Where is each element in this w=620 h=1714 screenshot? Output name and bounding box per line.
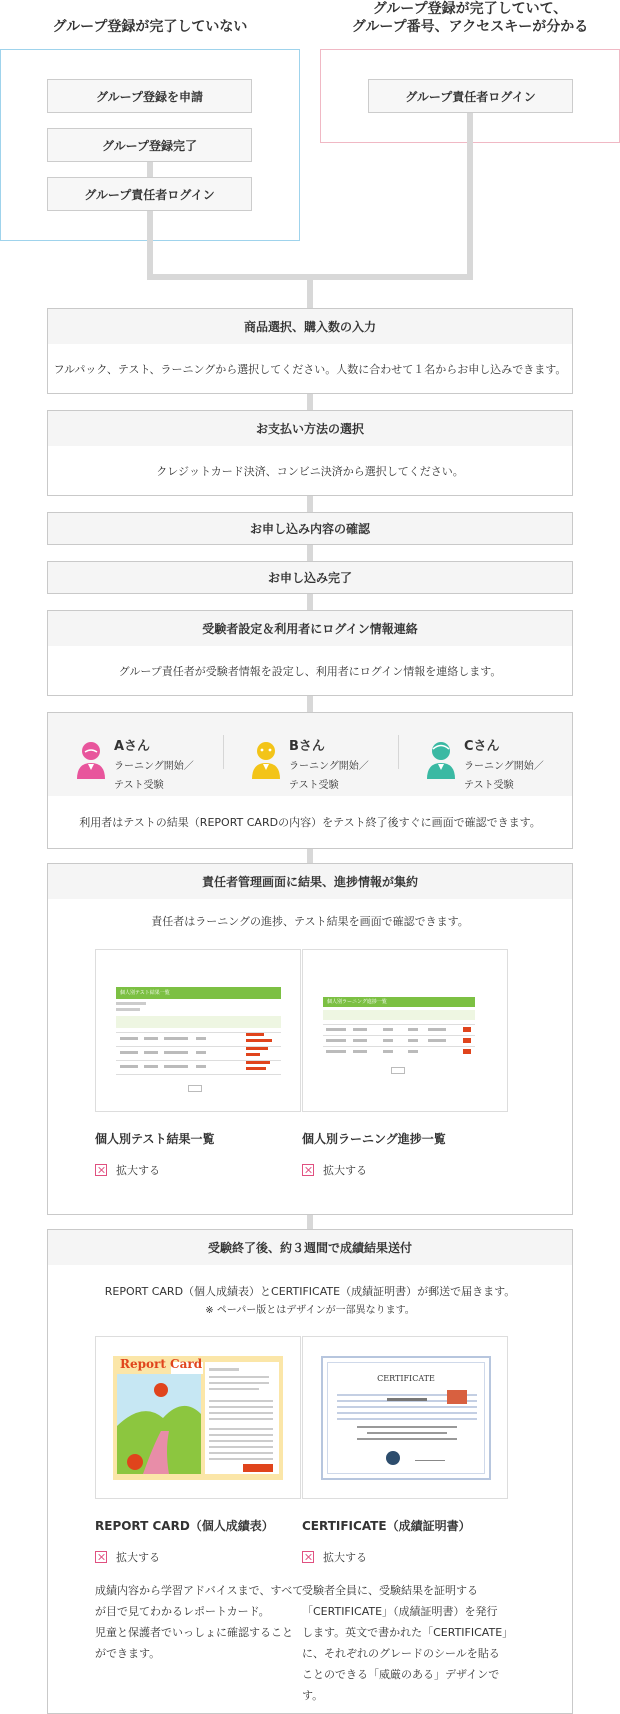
thumb-button: [391, 1067, 405, 1074]
group-registration-complete-step: グループ登録完了: [47, 128, 252, 162]
step-title: 受験終了後、約３週間で成績結果送付: [48, 1230, 572, 1265]
user-name: Cさん: [464, 739, 500, 754]
user-status: ラーニング開始／ テスト受験: [114, 761, 194, 791]
group-leader-login-button-registered[interactable]: グループ責任者ログイン: [368, 79, 573, 113]
step-confirm-application: [47, 512, 573, 545]
step-payment-method: [47, 410, 573, 496]
group-leader-login-button[interactable]: グループ責任者ログイン: [47, 177, 252, 211]
user-c: [426, 735, 576, 795]
step-title: 受験者設定＆利用者にログイン情報連絡: [48, 611, 572, 646]
apply-group-registration-button[interactable]: グループ登録を申請: [47, 79, 252, 113]
step-title: お申し込み内容の確認: [48, 513, 572, 544]
learning-progress-table-image: [323, 1010, 475, 1058]
certificate-image: [321, 1356, 491, 1480]
test-results-caption: 個人別テスト結果一覧: [95, 1132, 215, 1146]
zoom-icon: [302, 1164, 314, 1176]
user-status: ラーニング開始／ テスト受験: [289, 761, 369, 791]
step-product-selection: [47, 308, 573, 394]
certificate-description: 受験者全員に、受験結果を証明する 「CERTIFICATE」（成績証明書）を発行 します。英文で書かれた「CERTIFICATE」 に、それぞれのグレードのシールを貼る ことのできる「威厳のある」デザインです。: [302, 1584, 514, 1702]
report-card-title: Report Card: [120, 1357, 203, 1371]
step-description: クレジットカード決済、コンビニ決済から選択してください。: [156, 464, 464, 478]
test-results-table-image: [116, 1002, 281, 1077]
zoom-icon: [302, 1551, 314, 1563]
right-path-title-line1: グループ登録が完了していて、: [372, 1, 568, 17]
user-avatar-icon: [76, 739, 106, 779]
user-avatar-icon: [251, 739, 281, 779]
report-card-description: 成績内容から学習アドバイスまで、すべて が目で見てわかるレポートカード。 児童と保護者でいっしょに確認すること ができます。: [95, 1584, 304, 1660]
step-results-mailing: [47, 1229, 573, 1714]
learning-progress-thumbnail[interactable]: [302, 949, 508, 1112]
test-results-thumbnail[interactable]: [95, 949, 301, 1112]
user-a: [76, 735, 226, 795]
step-title: お支払い方法の選択: [48, 411, 572, 446]
step-description: グループ責任者が受験者情報を設定し、利用者にログイン情報を連絡します。: [118, 664, 502, 678]
step-examinee-setup: [47, 610, 573, 696]
step-title: お申し込み完了: [48, 562, 572, 593]
step-description: 利用者はテストの結果（REPORT CARDの内容）をテスト終了後すぐに画面で確認できます。: [79, 816, 541, 829]
user-avatar-icon: [426, 739, 456, 779]
step-admin-dashboard: [47, 863, 573, 1215]
certificate-title: CERTIFICATE: [377, 1374, 435, 1383]
divider: [223, 735, 224, 769]
thumb-header: 個人別テスト結果一覧: [116, 987, 281, 999]
zoom-learning-progress-link[interactable]: 拡大する: [302, 1162, 367, 1178]
step-user-learning: [47, 712, 573, 849]
flow-connector: [467, 110, 473, 280]
zoom-icon: [95, 1164, 107, 1176]
step-description: REPORT CARD（個人成績表）とCERTIFICATE（成績証明書）が郵送で届きます。 ※ ペーパー版とはデザインが一部異なります。: [104, 1285, 516, 1316]
user-b: [251, 735, 401, 795]
step-application-complete: [47, 561, 573, 594]
zoom-certificate-link[interactable]: 拡大する: [302, 1549, 367, 1565]
step-title: 商品選択、購入数の入力: [48, 309, 572, 344]
certificate-thumbnail[interactable]: [302, 1336, 508, 1499]
right-path-title-line2: グループ番号、アクセスキーが分かる: [351, 19, 589, 35]
report-card-image: [113, 1356, 283, 1480]
certificate-caption: CERTIFICATE（成績証明書）: [302, 1519, 471, 1533]
zoom-icon: [95, 1551, 107, 1563]
user-name: Aさん: [114, 739, 151, 754]
learning-progress-caption: 個人別ラーニング進捗一覧: [302, 1132, 446, 1146]
step-description: 責任者はラーニングの進捗、テスト結果を画面で確認できます。: [151, 914, 469, 928]
step-title: 責任者管理画面に結果、進捗情報が集約: [48, 864, 572, 899]
left-path-title: グループ登録が完了していない: [52, 19, 248, 35]
divider: [398, 735, 399, 769]
zoom-test-results-link[interactable]: 拡大する: [95, 1162, 160, 1178]
report-card-thumbnail[interactable]: [95, 1336, 301, 1499]
report-card-caption: REPORT CARD（個人成績表）: [95, 1519, 274, 1533]
user-status: ラーニング開始／ テスト受験: [464, 761, 544, 791]
zoom-report-card-link[interactable]: 拡大する: [95, 1549, 160, 1565]
user-name: Bさん: [289, 739, 325, 754]
thumb-header: 個人別ラーニング進捗一覧: [323, 997, 475, 1007]
thumb-button: [188, 1085, 202, 1092]
step-description: フルパック、テスト、ラーニングから選択してください。人数に合わせて１名からお申し込みできます。: [53, 362, 567, 376]
